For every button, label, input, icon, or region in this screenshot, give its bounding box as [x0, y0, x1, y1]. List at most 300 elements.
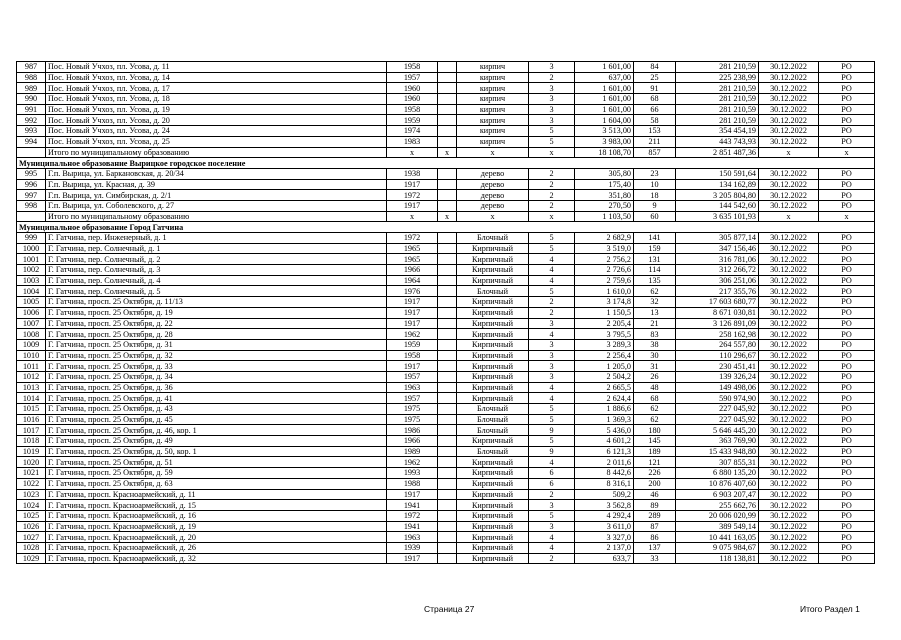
cell-residents: 18 — [634, 190, 676, 201]
cell-wall-material: Кирпичный — [457, 297, 529, 308]
cell-area: 2 137,0 — [575, 542, 634, 553]
cell-address: Г. Гатчина, просп. Красноармейский, д. 26 — [46, 542, 387, 553]
cell-residents: 60 — [634, 211, 676, 222]
cell-residents: 114 — [634, 265, 676, 276]
cell-date: 30.12.2022 — [759, 62, 819, 73]
cell-mark: РО — [819, 350, 875, 361]
table-row — [17, 115, 875, 126]
cell-wall-material: Кирпичный — [457, 489, 529, 500]
table-row — [17, 265, 875, 276]
cell-year-built: 1917 — [387, 179, 438, 190]
cell-row-number: 991 — [17, 104, 46, 115]
cell-row-number: 1005 — [17, 297, 46, 308]
cell-cost: 15 433 948,80 — [676, 446, 759, 457]
cell-row-number: 1015 — [17, 404, 46, 415]
cell-address: Г. Гатчина, просп. Красноармейский, д. 15 — [46, 500, 387, 511]
cell-year-built: 1958 — [387, 62, 438, 73]
cell-area: 2 759,6 — [575, 275, 634, 286]
cell-wall-material: кирпич — [457, 115, 529, 126]
cell-year-built: 1958 — [387, 104, 438, 115]
cell-wall-material: Блочный — [457, 404, 529, 415]
cell-year-built: 1964 — [387, 275, 438, 286]
cell-date: 30.12.2022 — [759, 318, 819, 329]
cell-extra-column: x — [438, 211, 457, 222]
cell-row-number: 1026 — [17, 521, 46, 532]
cell-extra-column: x — [438, 147, 457, 158]
cell-mark: РО — [819, 521, 875, 532]
table-row — [17, 275, 875, 286]
cell-mark: РО — [819, 425, 875, 436]
cell-wall-material: Кирпичный — [457, 382, 529, 393]
cell-area: 1 369,3 — [575, 414, 634, 425]
cell-address: Г.п. Вырица, ул. Баркановская, д. 20/34 — [46, 168, 387, 179]
cell-cost: 217 355,76 — [676, 286, 759, 297]
cell-mark: РО — [819, 233, 875, 244]
cell-address: Пос. Новый Учхоз, пл. Усова, д. 11 — [46, 62, 387, 73]
section-title: Муниципальное образование Город Гатчина — [17, 222, 875, 233]
cell-wall-material: x — [457, 147, 529, 158]
cell-area: 2 726,6 — [575, 265, 634, 276]
cell-floors: 5 — [529, 414, 575, 425]
cell-year-built: 1917 — [387, 318, 438, 329]
cell-floors: 4 — [529, 275, 575, 286]
cell-address: Г. Гатчина, просп. 25 Октября, д. 28 — [46, 329, 387, 340]
cell-row-number: 1008 — [17, 329, 46, 340]
cell-extra-column — [438, 478, 457, 489]
table-row — [17, 489, 875, 500]
cell-area: 637,00 — [575, 72, 634, 83]
cell-residents: 32 — [634, 297, 676, 308]
cell-date: 30.12.2022 — [759, 179, 819, 190]
cell-mark: x — [819, 211, 875, 222]
table-row — [17, 339, 875, 350]
cell-wall-material: Блочный — [457, 233, 529, 244]
cell-mark: РО — [819, 307, 875, 318]
cell-date: 30.12.2022 — [759, 404, 819, 415]
cell-address: Г. Гатчина, просп. 25 Октября, д. 45 — [46, 414, 387, 425]
cell-area: 8 316,1 — [575, 478, 634, 489]
cell-mark: РО — [819, 489, 875, 500]
cell-address: Г. Гатчина, просп. Красноармейский, д. 16 — [46, 510, 387, 521]
cell-row-number: 1013 — [17, 382, 46, 393]
cell-year-built: 1941 — [387, 521, 438, 532]
cell-wall-material: Кирпичный — [457, 371, 529, 382]
cell-year-built: 1975 — [387, 404, 438, 415]
cell-mark: РО — [819, 94, 875, 105]
cell-residents: 131 — [634, 254, 676, 265]
cell-row-number: 1004 — [17, 286, 46, 297]
cell-extra-column — [438, 446, 457, 457]
cell-cost: 281 210,59 — [676, 104, 759, 115]
cell-row-number: 1000 — [17, 243, 46, 254]
cell-extra-column — [438, 500, 457, 511]
cell-mark: РО — [819, 62, 875, 73]
cell-year-built: 1957 — [387, 371, 438, 382]
cell-year-built: 1939 — [387, 542, 438, 553]
cell-address: Г. Гатчина, просп. 25 Октября, д. 50, кор. 1 — [46, 446, 387, 457]
cell-residents: 48 — [634, 382, 676, 393]
table-row — [17, 457, 875, 468]
cell-year-built: 1959 — [387, 339, 438, 350]
cell-mark: РО — [819, 126, 875, 137]
table-row — [17, 286, 875, 297]
cell-floors: 9 — [529, 446, 575, 457]
cell-date: 30.12.2022 — [759, 275, 819, 286]
cell-floors: 6 — [529, 478, 575, 489]
table-row — [17, 94, 875, 105]
cell-residents: 87 — [634, 521, 676, 532]
cell-cost: 134 162,89 — [676, 179, 759, 190]
cell-date: 30.12.2022 — [759, 542, 819, 553]
cell-mark: РО — [819, 339, 875, 350]
cell-extra-column — [438, 489, 457, 500]
cell-extra-column — [438, 286, 457, 297]
cell-address: Г.п. Вырица, ул. Симбирская, д. 2/1 — [46, 190, 387, 201]
cell-mark: РО — [819, 361, 875, 372]
table-row — [17, 510, 875, 521]
cell-residents: 857 — [634, 147, 676, 158]
table-row — [17, 425, 875, 436]
cell-area: 6 121,3 — [575, 446, 634, 457]
cell-floors: 4 — [529, 265, 575, 276]
cell-residents: 38 — [634, 339, 676, 350]
table-row — [17, 243, 875, 254]
cell-date: 30.12.2022 — [759, 200, 819, 211]
cell-mark: РО — [819, 371, 875, 382]
table-row — [17, 254, 875, 265]
cell-mark: РО — [819, 500, 875, 511]
cell-row-number: 1002 — [17, 265, 46, 276]
cell-address: Пос. Новый Учхоз, пл. Усова, д. 20 — [46, 115, 387, 126]
cell-cost: 281 210,59 — [676, 94, 759, 105]
cell-address: Пос. Новый Учхоз, пл. Усова, д. 25 — [46, 136, 387, 147]
cell-mark: РО — [819, 329, 875, 340]
cell-floors: 4 — [529, 542, 575, 553]
cell-row-number: 1011 — [17, 361, 46, 372]
cell-address: Г. Гатчина, просп. 25 Октября, д. 22 — [46, 318, 387, 329]
table-row — [17, 436, 875, 447]
cell-area: 3 519,0 — [575, 243, 634, 254]
cell-mark: РО — [819, 265, 875, 276]
cell-year-built: 1988 — [387, 478, 438, 489]
cell-cost: 17 603 680,77 — [676, 297, 759, 308]
cell-extra-column — [438, 233, 457, 244]
cell-cost: 227 045,92 — [676, 404, 759, 415]
cell-floors: 2 — [529, 489, 575, 500]
cell-row-number — [17, 147, 46, 158]
cell-area: 4 292,4 — [575, 510, 634, 521]
cell-mark: РО — [819, 243, 875, 254]
cell-address: Г. Гатчина, просп. 25 Октября, д. 11/13 — [46, 297, 387, 308]
cell-extra-column — [438, 297, 457, 308]
cell-extra-column — [438, 468, 457, 479]
cell-cost: 225 238,99 — [676, 72, 759, 83]
cell-area: 3 289,3 — [575, 339, 634, 350]
cell-area: 2 011,6 — [575, 457, 634, 468]
cell-date: 30.12.2022 — [759, 104, 819, 115]
cell-address: Г. Гатчина, просп. 25 Октября, д. 31 — [46, 339, 387, 350]
cell-date: 30.12.2022 — [759, 307, 819, 318]
table-row — [17, 307, 875, 318]
table-row — [17, 371, 875, 382]
section-header-row — [17, 158, 875, 169]
cell-wall-material: Блочный — [457, 425, 529, 436]
cell-date: 30.12.2022 — [759, 425, 819, 436]
cell-year-built: 1917 — [387, 553, 438, 564]
cell-date: 30.12.2022 — [759, 190, 819, 201]
cell-row-number: 1009 — [17, 339, 46, 350]
cell-cost: 3 126 891,09 — [676, 318, 759, 329]
cell-cost: 306 251,06 — [676, 275, 759, 286]
cell-extra-column — [438, 115, 457, 126]
cell-area: 1 205,0 — [575, 361, 634, 372]
cell-residents: 68 — [634, 94, 676, 105]
cell-date: 30.12.2022 — [759, 83, 819, 94]
cell-cost: 8 671 030,81 — [676, 307, 759, 318]
cell-address: Г.п. Вырица, ул. Красная, д. 39 — [46, 179, 387, 190]
table-row — [17, 350, 875, 361]
cell-floors: 5 — [529, 136, 575, 147]
cell-row-number: 987 — [17, 62, 46, 73]
cell-floors: x — [529, 147, 575, 158]
cell-address: Пос. Новый Учхоз, пл. Усова, д. 24 — [46, 126, 387, 137]
cell-date: x — [759, 211, 819, 222]
cell-row-number: 999 — [17, 233, 46, 244]
table-row — [17, 532, 875, 543]
cell-year-built: 1972 — [387, 190, 438, 201]
table-row — [17, 521, 875, 532]
cell-area: 3 513,00 — [575, 126, 634, 137]
cell-cost: 307 855,31 — [676, 457, 759, 468]
cell-floors: 3 — [529, 104, 575, 115]
table-row — [17, 126, 875, 137]
cell-address: Пос. Новый Учхоз, пл. Усова, д. 17 — [46, 83, 387, 94]
cell-address: Г. Гатчина, просп. 25 Октября, д. 32 — [46, 350, 387, 361]
cell-address: Г. Гатчина, просп. Красноармейский, д. 19 — [46, 521, 387, 532]
table-row — [17, 382, 875, 393]
cell-date: 30.12.2022 — [759, 243, 819, 254]
cell-row-number: 1018 — [17, 436, 46, 447]
cell-year-built: 1965 — [387, 243, 438, 254]
cell-mark: РО — [819, 275, 875, 286]
cell-floors: 4 — [529, 382, 575, 393]
cell-row-number: 997 — [17, 190, 46, 201]
cell-year-built: 1966 — [387, 265, 438, 276]
cell-cost: 354 454,19 — [676, 126, 759, 137]
cell-floors: 3 — [529, 521, 575, 532]
cell-extra-column — [438, 243, 457, 254]
cell-cost: 230 451,41 — [676, 361, 759, 372]
cell-mark: РО — [819, 104, 875, 115]
cell-floors: 4 — [529, 329, 575, 340]
cell-row-number: 993 — [17, 126, 46, 137]
cell-extra-column — [438, 393, 457, 404]
cell-cost: 144 542,60 — [676, 200, 759, 211]
cell-address: Г. Гатчина, просп. 25 Октября, д. 34 — [46, 371, 387, 382]
cell-extra-column — [438, 179, 457, 190]
cell-area: 18 108,70 — [575, 147, 634, 158]
cell-residents: 33 — [634, 553, 676, 564]
cell-row-number: 996 — [17, 179, 46, 190]
cell-area: 1 604,00 — [575, 115, 634, 126]
cell-mark: РО — [819, 83, 875, 94]
cell-year-built: 1962 — [387, 457, 438, 468]
cell-row-number: 1020 — [17, 457, 46, 468]
cell-area: 2 624,4 — [575, 393, 634, 404]
cell-year-built: 1963 — [387, 382, 438, 393]
cell-row-number: 1028 — [17, 542, 46, 553]
cell-row-number: 995 — [17, 168, 46, 179]
cell-floors: 3 — [529, 361, 575, 372]
cell-row-number: 1022 — [17, 478, 46, 489]
cell-cost: 2 851 487,36 — [676, 147, 759, 158]
cell-extra-column — [438, 542, 457, 553]
cell-date: 30.12.2022 — [759, 510, 819, 521]
cell-area: 305,80 — [575, 168, 634, 179]
cell-mark: РО — [819, 457, 875, 468]
cell-mark: РО — [819, 478, 875, 489]
cell-date: 30.12.2022 — [759, 436, 819, 447]
cell-row-number: 998 — [17, 200, 46, 211]
cell-date: 30.12.2022 — [759, 254, 819, 265]
cell-wall-material: Кирпичный — [457, 307, 529, 318]
cell-residents: 68 — [634, 393, 676, 404]
cell-date: 30.12.2022 — [759, 361, 819, 372]
cell-mark: РО — [819, 446, 875, 457]
cell-extra-column — [438, 350, 457, 361]
cell-residents: 9 — [634, 200, 676, 211]
cell-cost: 312 266,72 — [676, 265, 759, 276]
cell-year-built: 1986 — [387, 425, 438, 436]
cell-wall-material: кирпич — [457, 94, 529, 105]
cell-extra-column — [438, 104, 457, 115]
cell-area: 2 256,4 — [575, 350, 634, 361]
cell-mark: РО — [819, 190, 875, 201]
cell-wall-material: дерево — [457, 168, 529, 179]
page-number: Страница 27 — [424, 604, 475, 614]
cell-year-built: 1960 — [387, 94, 438, 105]
cell-area: 3 327,0 — [575, 532, 634, 543]
cell-floors: 2 — [529, 168, 575, 179]
cell-address: Г. Гатчина, пер. Солнечный, д. 3 — [46, 265, 387, 276]
cell-date: 30.12.2022 — [759, 72, 819, 83]
cell-row-number: 1006 — [17, 307, 46, 318]
cell-mark: РО — [819, 542, 875, 553]
cell-date: 30.12.2022 — [759, 94, 819, 105]
table-row — [17, 233, 875, 244]
cell-residents: 137 — [634, 542, 676, 553]
cell-extra-column — [438, 83, 457, 94]
cell-address: Г. Гатчина, просп. 25 Октября, д. 46, кор. 1 — [46, 425, 387, 436]
cell-wall-material: кирпич — [457, 72, 529, 83]
cell-area: 2 756,2 — [575, 254, 634, 265]
cell-area: 1 886,6 — [575, 404, 634, 415]
cell-wall-material: Кирпичный — [457, 243, 529, 254]
cell-extra-column — [438, 329, 457, 340]
cell-floors: 2 — [529, 190, 575, 201]
cell-row-number: 1023 — [17, 489, 46, 500]
cell-year-built: 1983 — [387, 136, 438, 147]
cell-address: Г.п. Вырица, ул. Соболевского, д. 27 — [46, 200, 387, 211]
cell-floors: 2 — [529, 72, 575, 83]
cell-area: 1 601,00 — [575, 94, 634, 105]
cell-extra-column — [438, 532, 457, 543]
table-row — [17, 62, 875, 73]
cell-cost: 281 210,59 — [676, 62, 759, 73]
cell-wall-material: Кирпичный — [457, 542, 529, 553]
cell-floors: 5 — [529, 436, 575, 447]
cell-wall-material: кирпич — [457, 126, 529, 137]
table-row — [17, 500, 875, 511]
cell-area: 509,2 — [575, 489, 634, 500]
cell-row-number — [17, 211, 46, 222]
section-header-row — [17, 222, 875, 233]
cell-area: 270,50 — [575, 200, 634, 211]
cell-date: x — [759, 147, 819, 158]
cell-wall-material: Кирпичный — [457, 500, 529, 511]
cell-residents: 66 — [634, 104, 676, 115]
cell-cost: 389 549,14 — [676, 521, 759, 532]
cell-date: 30.12.2022 — [759, 265, 819, 276]
cell-address: Пос. Новый Учхоз, пл. Усова, д. 19 — [46, 104, 387, 115]
cell-cost: 227 045,92 — [676, 414, 759, 425]
cell-extra-column — [438, 190, 457, 201]
cell-floors: 4 — [529, 532, 575, 543]
cell-row-number: 992 — [17, 115, 46, 126]
cell-floors: 3 — [529, 318, 575, 329]
cell-address: Г. Гатчина, просп. 25 Октября, д. 49 — [46, 436, 387, 447]
cell-floors: 3 — [529, 371, 575, 382]
cell-date: 30.12.2022 — [759, 457, 819, 468]
cell-floors: 5 — [529, 404, 575, 415]
cell-wall-material: Кирпичный — [457, 254, 529, 265]
cell-floors: 3 — [529, 500, 575, 511]
cell-year-built: 1959 — [387, 115, 438, 126]
cell-wall-material: Блочный — [457, 414, 529, 425]
table-row — [17, 393, 875, 404]
cell-cost: 6 880 135,20 — [676, 468, 759, 479]
cell-floors: 3 — [529, 62, 575, 73]
cell-floors: 5 — [529, 126, 575, 137]
cell-residents: 31 — [634, 361, 676, 372]
table-row — [17, 83, 875, 94]
cell-floors: 5 — [529, 286, 575, 297]
cell-extra-column — [438, 339, 457, 350]
cell-year-built: 1917 — [387, 200, 438, 211]
cell-area: 3 795,5 — [575, 329, 634, 340]
cell-cost: 118 138,81 — [676, 553, 759, 564]
cell-extra-column — [438, 72, 457, 83]
cell-mark: РО — [819, 168, 875, 179]
cell-residents: 62 — [634, 286, 676, 297]
cell-mark: РО — [819, 179, 875, 190]
cell-wall-material: Кирпичный — [457, 275, 529, 286]
cell-residents: 121 — [634, 457, 676, 468]
cell-address: Г. Гатчина, просп. 25 Октября, д. 19 — [46, 307, 387, 318]
cell-residents: 25 — [634, 72, 676, 83]
cell-date: 30.12.2022 — [759, 329, 819, 340]
cell-floors: 6 — [529, 468, 575, 479]
cell-address: Г. Гатчина, просп. 25 Октября, д. 43 — [46, 404, 387, 415]
cell-wall-material: кирпич — [457, 83, 529, 94]
cell-mark: РО — [819, 318, 875, 329]
cell-mark: РО — [819, 468, 875, 479]
cell-year-built: 1972 — [387, 233, 438, 244]
cell-address: Г. Гатчина, просп. 25 Октября, д. 36 — [46, 382, 387, 393]
cell-floors: 2 — [529, 200, 575, 211]
cell-row-number: 1019 — [17, 446, 46, 457]
cell-extra-column — [438, 521, 457, 532]
